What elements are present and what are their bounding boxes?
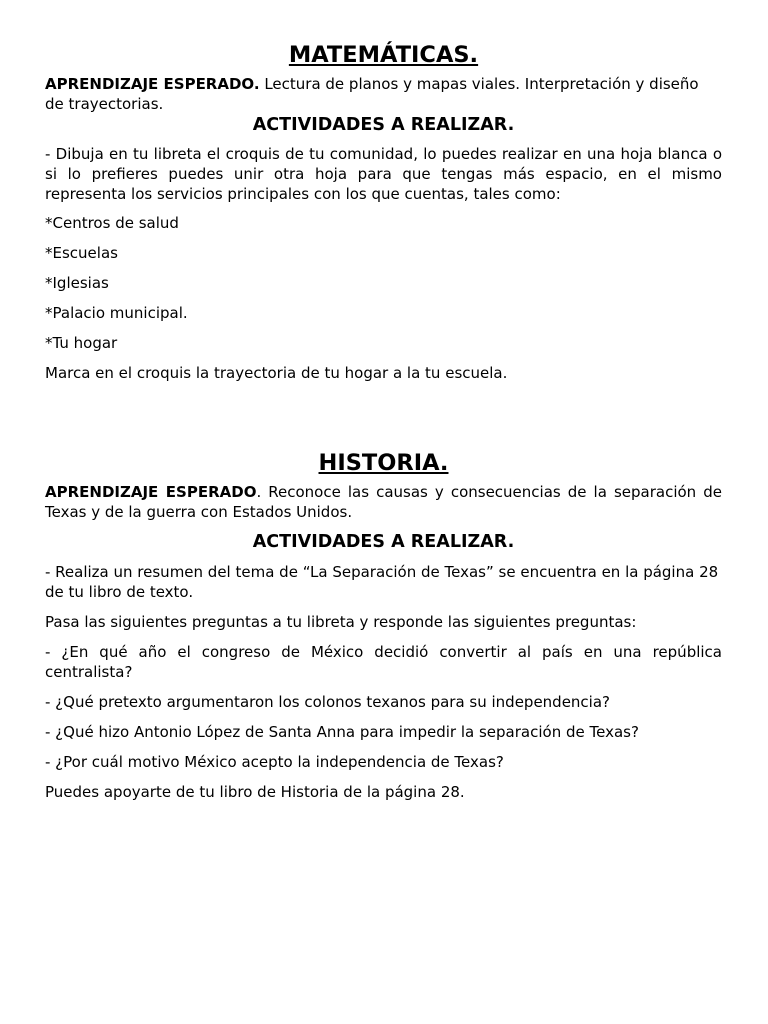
list-item: - ¿Qué hizo Antonio López de Santa Anna para impedir la separación de Texas? (45, 723, 639, 741)
history-learning-label: APRENDIZAJE ESPERADO (45, 483, 257, 501)
list-item: *Tu hogar (45, 334, 118, 352)
math-activity-paragraph: - Dibuja en tu libreta el croquis de tu comunidad, lo puedes realizar en una hoja blanca o si lo prefieres puedes unir otra hoja para que tengas más espacio, en el mismo representa los servicios principales con los que cuentas, tales como: (45, 145, 722, 203)
history-learning-text: . Reconoce las causas y consecuencias de la separación de Texas y de la guerra con Estados Unidos. (45, 483, 722, 521)
list-item: - ¿En qué año el congreso de México decidió convertir al país en una república centralista? (45, 643, 722, 681)
history-questions-list (45, 642, 722, 772)
math-section-title: MATEMÁTICAS. (288, 42, 479, 68)
history-instruction: Pasa las siguientes preguntas a tu libreta y responde las siguientes preguntas: (45, 613, 637, 631)
history-final-instruction: Puedes apoyarte de tu libro de Historia de la página 28. (45, 783, 465, 801)
list-item: - ¿Por cuál motivo México acepto la independencia de Texas? (45, 753, 504, 771)
history-learning-paragraph (45, 482, 722, 522)
math-services-list (45, 213, 722, 353)
math-final-instruction: Marca en el croquis la trayectoria de tu hogar a la tu escuela. (45, 364, 508, 382)
math-learning-paragraph (45, 74, 722, 114)
list-item: - ¿Qué pretexto argumentaron los colonos texanos para su independencia? (45, 693, 611, 711)
math-activities-title: ACTIVIDADES A REALIZAR. (252, 115, 515, 135)
math-learning-label: APRENDIZAJE ESPERADO. (45, 75, 260, 93)
list-item: *Palacio municipal. (45, 304, 188, 322)
history-section-title: HISTORIA. (318, 450, 449, 476)
list-item: *Iglesias (45, 274, 109, 292)
list-item: *Escuelas (45, 244, 118, 262)
history-activities-title: ACTIVIDADES A REALIZAR. (252, 532, 515, 552)
math-learning-text: Lectura de planos y mapas viales. Interpretación y diseño de trayectorias. (45, 75, 699, 113)
history-activity-paragraph: - Realiza un resumen del tema de “La Separación de Texas” se encuentra en la página 28 de tu libro de texto. (45, 563, 719, 601)
list-item: *Centros de salud (45, 214, 179, 232)
